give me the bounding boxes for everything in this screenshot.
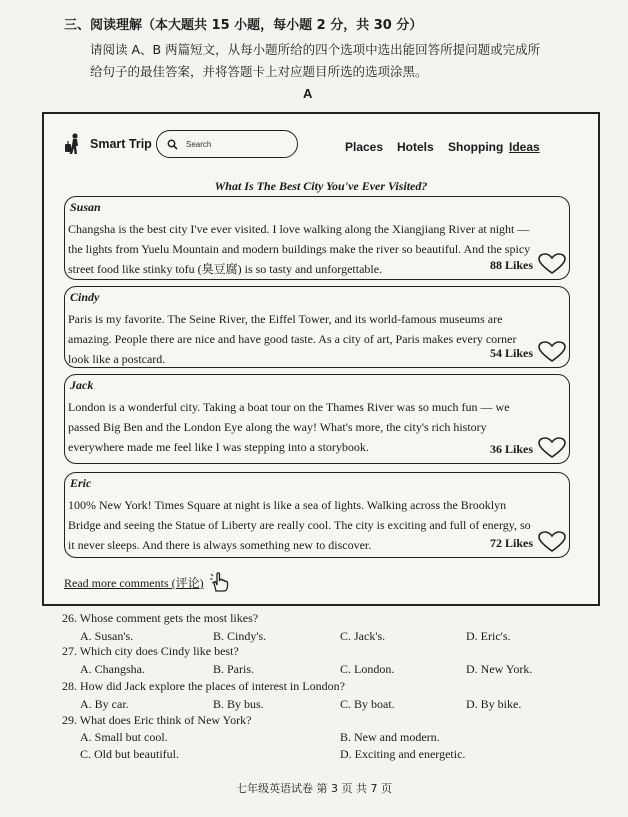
question-26: 26. Whose comment gets the most likes? <box>62 611 259 625</box>
option-27d[interactable]: D. New York. <box>466 662 533 676</box>
nav-shopping[interactable]: Shopping <box>448 140 504 154</box>
option-29a[interactable]: A. Small but cool. <box>80 730 168 744</box>
like-count: 72 Likes <box>489 536 533 550</box>
like-count: 36 Likes <box>489 442 533 456</box>
heart-icon[interactable] <box>538 531 566 553</box>
option-27a[interactable]: A. Changsha. <box>80 662 145 676</box>
read-more-link[interactable]: Read more comments (评论) <box>64 576 204 590</box>
option-26a[interactable]: A. Susan's. <box>80 629 134 643</box>
option-26d[interactable]: D. Eric's. <box>466 629 511 643</box>
question-28: 28. How did Jack explore the places of interest in London? <box>62 679 345 693</box>
comment-card-jack <box>64 374 570 464</box>
like-count: 54 Likes <box>489 346 533 360</box>
commenter-name: Susan <box>70 200 101 214</box>
website-frame <box>42 112 600 606</box>
heart-icon[interactable] <box>538 253 566 275</box>
comment-card-susan <box>64 196 570 280</box>
instruction-line-1: 请阅读 A、B 两篇短文，从每小题所给的四个选项中选出能回答所提问题或完成所 <box>90 42 541 57</box>
option-27c[interactable]: C. London. <box>340 662 395 676</box>
commenter-name: Eric <box>70 476 92 490</box>
option-26b[interactable]: B. Cindy's. <box>213 629 267 643</box>
page-footer: 七年级英语试卷 第 3 页 共 7 页 <box>236 782 392 795</box>
option-27b[interactable]: B. Paris. <box>213 662 255 676</box>
like-count: 88 Likes <box>489 258 533 272</box>
option-28a[interactable]: A. By car. <box>80 697 129 711</box>
search-box[interactable] <box>156 130 298 158</box>
nav-hotels[interactable]: Hotels <box>397 140 434 154</box>
option-29b[interactable]: B. New and modern. <box>340 730 440 744</box>
option-29c[interactable]: C. Old but beautiful. <box>80 747 179 761</box>
option-28c[interactable]: C. By boat. <box>340 697 395 711</box>
comment-card-eric <box>64 472 570 558</box>
nav-places[interactable]: Places <box>345 140 384 154</box>
brand-name: Smart Trip <box>90 137 152 151</box>
section-heading: 三、阅读理解（本大题共 15 小题，每小题 2 分，共 30 分） <box>64 18 423 33</box>
heart-icon[interactable] <box>538 341 566 363</box>
search-icon <box>167 139 178 150</box>
comment-text: Paris is my favorite. The Seine River, the Eiffel Tower, and its world-famous museums are amazing. People there are nice and have good taste. As a city of art, Paris makes every corner look like a postcard. <box>68 312 517 366</box>
option-26c[interactable]: C. Jack's. <box>340 629 386 643</box>
part-label: A <box>303 86 313 101</box>
comment-text: Changsha is the best city I've ever visited. I love walking along the Xiangjiang River at night — the lights from Yuelu Mountain and modern buildings make the river so beautiful. And the spicy street food like stinky tofu (臭豆腐) is so tasty and unforgettable. <box>68 222 531 276</box>
search-placeholder: Search <box>186 139 212 149</box>
option-28b[interactable]: B. By bus. <box>213 697 264 711</box>
heart-icon[interactable] <box>538 437 566 459</box>
commenter-name: Cindy <box>70 290 100 304</box>
brand-logo[interactable] <box>64 133 152 155</box>
comment-card-cindy <box>64 286 570 368</box>
option-28d[interactable]: D. By bike. <box>466 697 522 711</box>
pointing-hand-icon <box>209 571 231 593</box>
instruction-line-2: 给句子的最佳答案，并将答题卡上对应题目所选的选项涂黑。 <box>90 64 428 79</box>
question-29: 29. What does Eric think of New York? <box>62 713 252 727</box>
traveler-luggage-icon <box>64 133 84 155</box>
comment-text: 100% New York! Times Square at night is like a sea of lights. Walking across the Brooklyn Bridge and seeing the Statue of Liberty are really cool. The city is exciting and full of energy, so it never sleeps. And there is always something new to discover. <box>68 498 531 552</box>
forum-question: What Is The Best City You've Ever Visited? <box>214 179 428 193</box>
nav-ideas[interactable]: Ideas <box>509 140 540 154</box>
question-27: 27. Which city does Cindy like best? <box>62 644 239 658</box>
comment-text: London is a wonderful city. Taking a boat tour on the Thames River was so much fun — we passed Big Ben and the London Eye along the way! What's more, the city's rich history everywhere made me feel like I was stepping into a storybook. <box>68 400 510 454</box>
commenter-name: Jack <box>70 378 94 392</box>
frame-bottom-rule <box>42 604 600 606</box>
option-29d[interactable]: D. Exciting and energetic. <box>340 747 466 761</box>
